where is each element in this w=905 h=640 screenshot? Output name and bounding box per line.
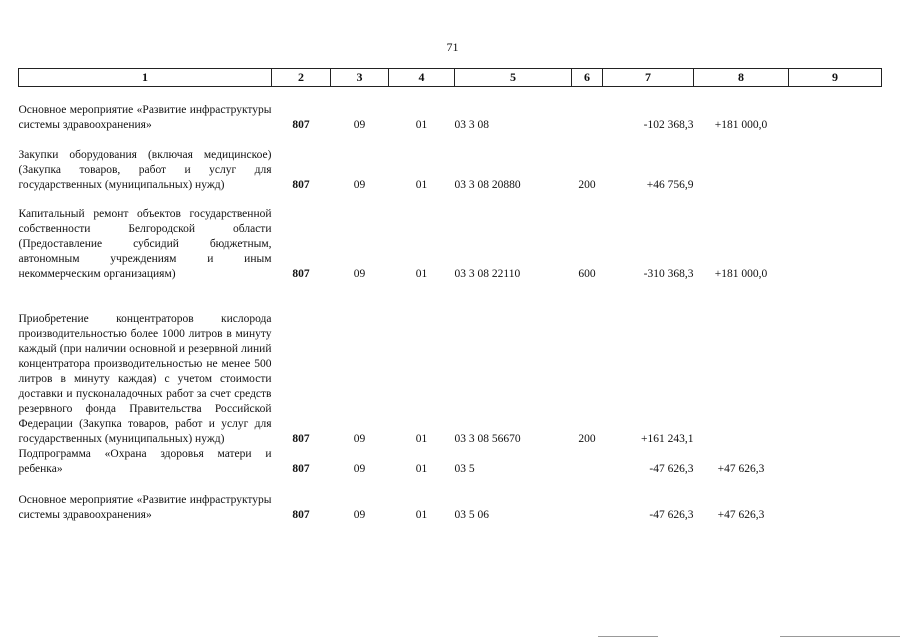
cell-subsection: 01: [415, 267, 428, 280]
cell-expense-type: 200: [578, 432, 596, 445]
column-header: 1: [19, 69, 272, 87]
cell-admin-code: 807: [292, 118, 310, 131]
row-description: Закупки оборудования (включая медицинское) (Закупка товаров, работ и услуг для государственных (муниципальных) нужд): [18, 148, 272, 191]
cell-amount-7: -310 368,3: [643, 267, 694, 280]
cell-amount-9: [789, 447, 882, 477]
budget-table: [18, 68, 882, 523]
column-header: 3: [331, 69, 389, 87]
cell-target-article: 03 5 06: [454, 508, 489, 521]
cell-expense-type: 600: [578, 267, 596, 280]
cell-target-article: 03 5: [454, 462, 475, 475]
cell-expense-type: [572, 477, 603, 523]
column-header: 5: [455, 69, 572, 87]
cell-amount-7: -47 626,3: [649, 508, 694, 521]
cell-subsection: 01: [415, 462, 428, 475]
cell-expense-type: 200: [578, 178, 596, 191]
row-description: Приобретение концентраторов кислорода производительностью более 1000 литров в минуту каждый (при наличии основной и резервной линий концентратора производительностью не менее 500 литров в минуту каждая) с учетом стоимости доставки и пусконаладочных работ за счет средств резервного фонда Правительства Российской Федерации (Закупка товаров, работ и услуг для государственных (муниципальных) нужд): [18, 312, 272, 445]
row-description: Капитальный ремонт объектов государственной собственности Белгородской области (Предоставление субсидий бюджетным, автономным учреждениям и иным некоммерческим организациям): [18, 207, 272, 280]
cell-admin-code: 807: [292, 508, 310, 521]
cell-amount-9: [789, 87, 882, 133]
row-description: Основное мероприятие «Развитие инфраструктуры системы здравоохранения»: [18, 103, 272, 131]
cell-amount-8: [694, 133, 789, 193]
table-row: [19, 282, 882, 447]
cell-amount-8: +47 626,3: [717, 462, 765, 475]
table-row: [19, 133, 882, 193]
cell-target-article: 03 3 08 56670: [454, 432, 521, 445]
cell-target-article: 03 3 08 20880: [454, 178, 521, 191]
cell-admin-code: 807: [292, 432, 310, 445]
cell-section: 09: [353, 432, 366, 445]
cell-target-article: 03 3 08 22110: [454, 267, 521, 280]
cell-subsection: 01: [415, 178, 428, 191]
cell-section: 09: [353, 178, 366, 191]
scan-edge-line: [780, 636, 900, 637]
table-row: [19, 87, 882, 133]
column-header: 4: [389, 69, 455, 87]
cell-expense-type: [572, 87, 603, 133]
row-description: Подпрограмма «Охрана здоровья матери и ребенка»: [18, 447, 272, 475]
cell-section: 09: [353, 508, 366, 521]
table-header: [19, 69, 882, 87]
cell-amount-8: +47 626,3: [717, 508, 765, 521]
table-row: [19, 447, 882, 477]
cell-amount-9: [789, 282, 882, 447]
cell-amount-7: +46 756,9: [646, 178, 694, 191]
table-row: [19, 193, 882, 282]
cell-target-article: 03 3 08: [454, 118, 489, 131]
cell-amount-8: [694, 282, 789, 447]
cell-section: 09: [353, 267, 366, 280]
cell-subsection: 01: [415, 432, 428, 445]
cell-amount-7: -102 368,3: [643, 118, 694, 131]
scan-edge-line: [598, 636, 658, 637]
cell-admin-code: 807: [292, 267, 310, 280]
page-number: 71: [446, 40, 459, 54]
column-header: 9: [789, 69, 882, 87]
cell-amount-8: +181 000,0: [714, 118, 768, 131]
cell-admin-code: 807: [292, 462, 310, 475]
cell-subsection: 01: [415, 508, 428, 521]
cell-admin-code: 807: [292, 178, 310, 191]
cell-section: 09: [353, 462, 366, 475]
column-header: 7: [603, 69, 694, 87]
cell-subsection: 01: [415, 118, 428, 131]
cell-amount-9: [789, 477, 882, 523]
table-row: [19, 477, 882, 523]
row-description: Основное мероприятие «Развитие инфраструктуры системы здравоохранения»: [18, 493, 272, 521]
column-header: 6: [572, 69, 603, 87]
cell-amount-7: +161 243,1: [641, 432, 694, 445]
cell-amount-7: -47 626,3: [649, 462, 694, 475]
column-header: 8: [694, 69, 789, 87]
column-header: 2: [272, 69, 331, 87]
cell-amount-9: [789, 133, 882, 193]
cell-section: 09: [353, 118, 366, 131]
cell-expense-type: [572, 447, 603, 477]
cell-amount-8: +181 000,0: [714, 267, 768, 280]
cell-amount-9: [789, 193, 882, 282]
